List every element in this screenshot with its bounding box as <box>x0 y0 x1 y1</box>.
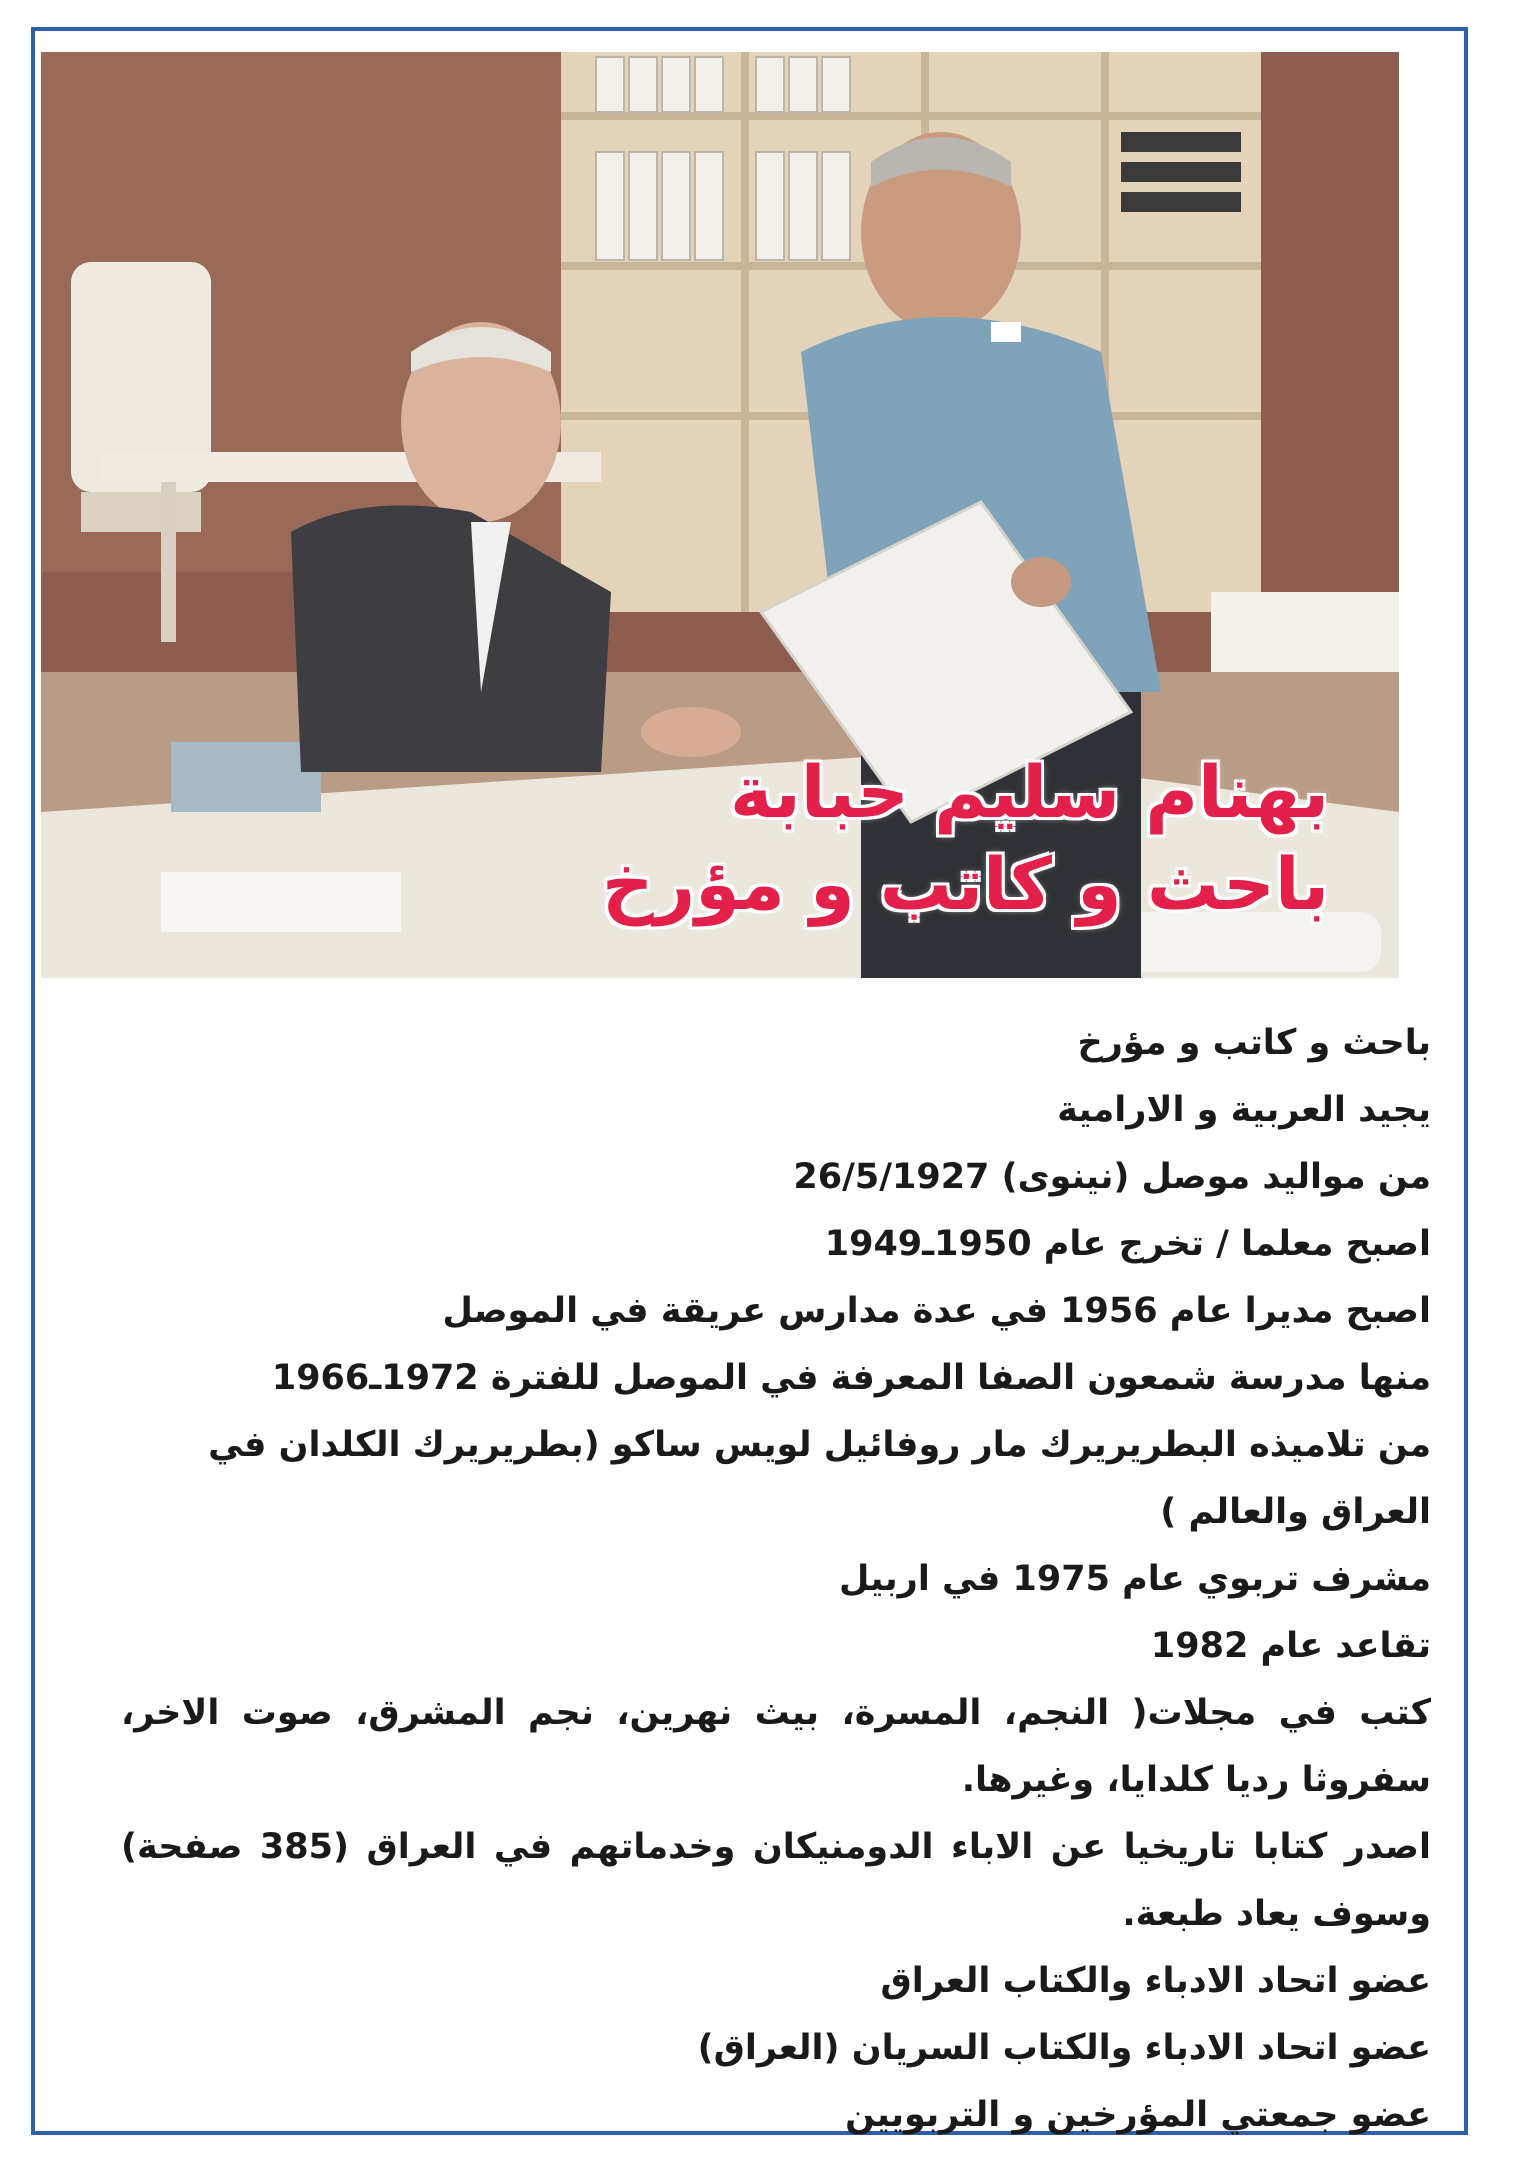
bio-line: اصبح معلما / تخرج عام 1950ـ1949 <box>824 1224 1431 1264</box>
bio-line: كتب في مجلات( النجم، المسرة، بيث نهرين، نجم المشرق، صوت الاخر، سفروثا رديا كلدايا، وغيرها. <box>121 1693 1431 1800</box>
bio-line: اصبح مديرا عام 1956 في عدة مدارس عريقة في الموصل <box>442 1291 1431 1331</box>
photo-caption-name: بهنام سليم حبابة <box>730 750 1329 834</box>
bio-line: من مواليد موصل (نينوى) 26/5/1927 <box>793 1157 1431 1197</box>
bio-line: من تلاميذه البطريريرك مار روفائيل لويس ساكو (بطريريرك الكلدان في العراق والعالم ) <box>208 1425 1431 1532</box>
bio-line: باحث و كاتب و مؤرخ <box>1077 1023 1431 1063</box>
bio-line: عضو اتحاد الادباء والكتاب السريان (العراق) <box>697 2028 1431 2068</box>
bio-line: يجيد العربية و الارامية <box>1057 1090 1431 1130</box>
bio-line: اصدر كتابا تاريخيا عن الاباء الدومنيكان وخدماتهم في العراق (385 صفحة) وسوف يعاد طبعة. <box>121 1827 1431 1934</box>
bio-line: عضو اتحاد الادباء والكتاب العراق <box>880 1961 1431 2001</box>
bio-line: مشرف تربوي عام 1975 في اربيل <box>839 1559 1431 1599</box>
bio-list <box>121 1010 1431 2149</box>
bio-line: منها مدرسة شمعون الصفا المعرفة في الموصل للفترة 1972ـ1966 <box>271 1358 1431 1398</box>
photo-illustration <box>41 52 1399 978</box>
photo-caption-role: باحث و كاتب و مؤرخ <box>601 842 1329 926</box>
photo <box>41 52 1399 978</box>
bio-line: تقاعد عام 1982 <box>1150 1626 1431 1666</box>
bio-line: عضو جمعتي المؤرخين و التربويين <box>845 2095 1431 2135</box>
